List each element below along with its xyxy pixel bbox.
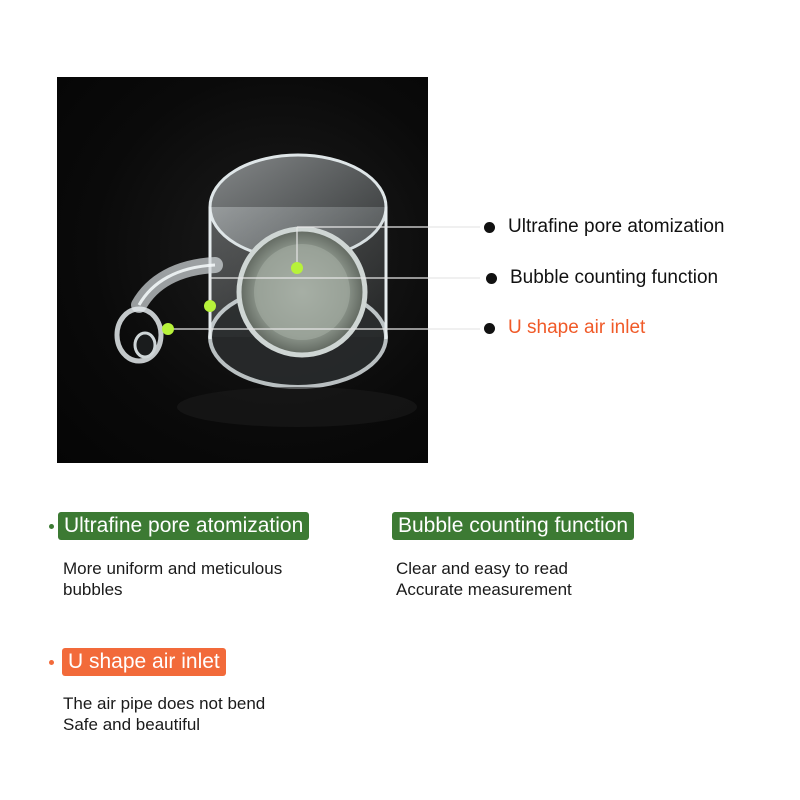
callout-label: U shape air inlet xyxy=(508,317,646,338)
feature-desc-bubble xyxy=(396,558,572,600)
bullet-icon xyxy=(49,524,54,529)
callout-label: Ultrafine pore atomization xyxy=(508,216,725,237)
bullet-icon xyxy=(486,273,497,284)
desc-line: Clear and easy to read xyxy=(396,559,568,578)
callout-inlet xyxy=(484,317,645,339)
callout-label: Bubble counting function xyxy=(510,267,719,288)
callout-pore xyxy=(484,216,725,238)
desc-line: Accurate measurement xyxy=(396,580,572,599)
desc-line: The air pipe does not bend xyxy=(63,694,266,713)
feature-desc-pore xyxy=(63,558,282,600)
callout-bubble xyxy=(486,267,718,289)
product-photo xyxy=(57,77,428,463)
bullet-icon xyxy=(484,323,495,334)
desc-line: bubbles xyxy=(63,580,123,599)
feature-desc-inlet xyxy=(63,693,265,735)
feature-title-bubble: Bubble counting function xyxy=(392,512,634,540)
desc-line: Safe and beautiful xyxy=(63,715,201,734)
feature-title-inlet: U shape air inlet xyxy=(62,648,226,676)
diffuser-illustration xyxy=(57,77,428,463)
bullet-icon xyxy=(484,222,495,233)
feature-title-pore: Ultrafine pore atomization xyxy=(58,512,309,540)
bullet-icon xyxy=(49,660,54,665)
desc-line: More uniform and meticulous xyxy=(63,559,283,578)
